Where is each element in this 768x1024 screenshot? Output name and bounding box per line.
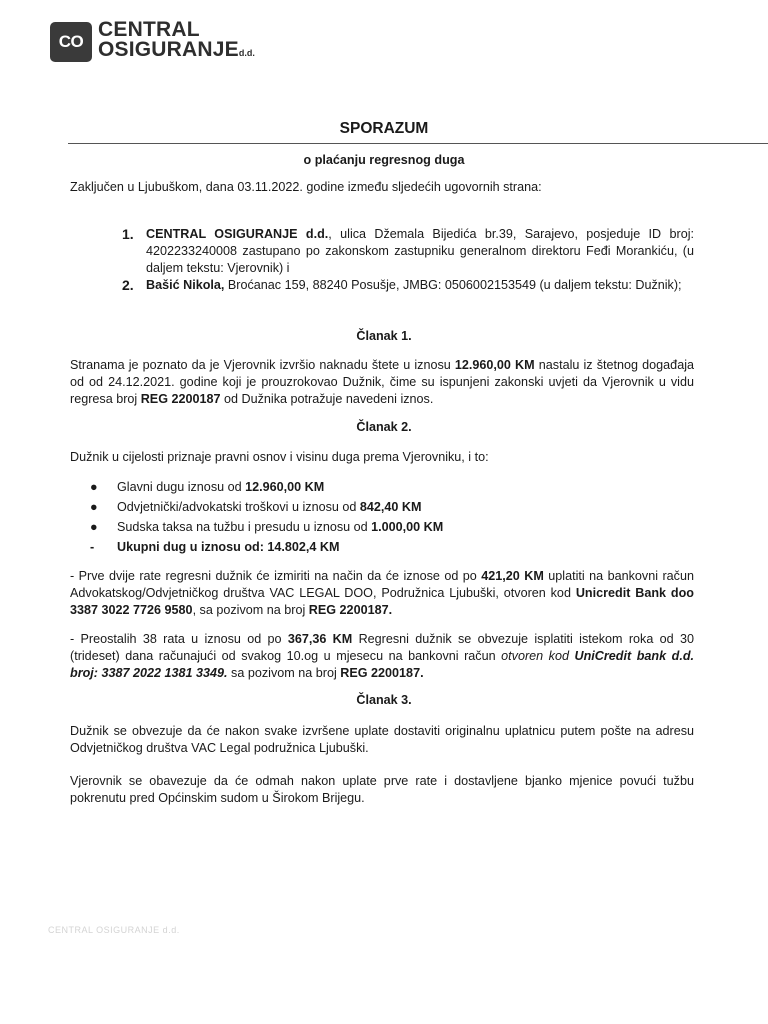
company-logo xyxy=(50,20,255,63)
installment-amount: 367,36 KM xyxy=(287,632,353,646)
regress-number: REG 2200187. xyxy=(340,666,424,680)
party-number: 2. xyxy=(122,277,134,293)
bullet-icon: ● xyxy=(90,500,98,514)
logo-wordmark xyxy=(98,20,255,63)
installment-paragraph-1: - Prve dvije rate regresni dužnik će izmiriti na način da će iznose od po 421,20 KM uplatiti na bankovni račun Advokatskog/Odvjetničkog društva VAC LEGAL DOO, Podružnica Ljubuški, otvoren kod Unicredit Bank doo 3387 3022 7726 9580, sa pozivom na broj REG 2200187. xyxy=(70,569,695,617)
article-1-heading: Članak 1. xyxy=(356,329,412,343)
logo-suffix: d.d. xyxy=(238,48,255,58)
dash-icon: - xyxy=(90,540,95,554)
document-subtitle: o plaćanju regresnog duga xyxy=(303,153,465,167)
regress-number: REG 2200187. xyxy=(308,603,393,617)
party-name: CENTRAL OSIGURANJE d.d. xyxy=(146,227,329,241)
party-details: Broćanac 159, 88240 Posušje, JMBG: 0506002153549 (u daljem tekstu: Dužnik); xyxy=(224,278,682,292)
bank-account: UniCredit bank d.d. broj: 3387 2022 1381 3349. xyxy=(70,649,695,680)
regress-number: REG 2200187 xyxy=(140,392,221,406)
article-3-text-1: Dužnik se obvezuje da će nakon svake izvršene uplate dostaviti originalnu uplatnicu putem pošte na adresu Odvjetničkog društva VAC Legal podružnica Ljubuški. xyxy=(70,724,694,755)
party-item xyxy=(122,226,694,277)
bullet-icon: ● xyxy=(90,480,98,494)
intro-text: Zaključen u Ljubuškom, dana 03.11.2022. godine između sljedećih ugovornih strana: xyxy=(70,180,542,194)
party-name: Bašić Nikola, xyxy=(146,278,225,292)
article-1-text: Stranama je poznato da je Vjerovnik izvršio naknadu štete u iznosu 12.960,00 KM nastalu iz štetnog događaja od od 24.12.2021. godine koji je prouzrokovao Dužnik, čime su ispunjeni zakonski uvjeti da Vjerovnik u vidu regresa broj REG 2200187 od Dužnika potražuje navedeni iznos. xyxy=(70,358,694,406)
title-divider xyxy=(68,143,768,144)
debt-amount: 1.000,00 KM xyxy=(371,520,444,534)
debt-total: - Ukupni dug u iznosu od: 14.802,4 KM xyxy=(90,537,443,557)
damage-amount: 12.960,00 KM xyxy=(454,358,535,372)
installment-paragraph-2: - Preostalih 38 rata u iznosu od po 367,36 KM Regresni dužnik se obvezuje isplatiti istekom roka od 30 (trideset) dana računajući od svakog 10.og u mjesecu na bankovni račun otvoren kod UniCredit bank d.d. broj: 3387 2022 1381 3349. sa pozivom na broj REG 2200187. xyxy=(70,632,695,680)
party-item xyxy=(122,277,694,294)
document-title: SPORAZUM xyxy=(339,120,429,137)
article-3-text-2: Vjerovnik se obavezuje da će odmah nakon uplate prve rate i dostavljene bjanko mjenice povući tužbu pokrenutu pred Općinskim sudom u Širokom Brijegu. xyxy=(70,774,694,805)
article-2-heading: Članak 2. xyxy=(356,420,412,434)
debt-item: ● Odvjetnički/advokatski troškovi u iznosu od 842,40 KM xyxy=(90,497,443,517)
debt-item: ● Glavni dugu iznosu od 12.960,00 KM xyxy=(90,477,443,497)
logo-line-2: OSIGURANJEd.d. xyxy=(98,38,255,61)
bullet-icon: ● xyxy=(90,520,98,534)
installment-amount: 421,20 KM xyxy=(481,569,544,583)
logo-line-1: CENTRAL xyxy=(98,18,200,41)
party-details: , ulica Džemala Bijedića br.39, Sarajevo, posjeduje ID broj: 4202233240008 zastupano po zakonskom zastupniku generalnom direktoru Feđi Morankiću, (u daljem tekstu: Vjerovnik) i xyxy=(146,227,694,275)
debt-amount: 12.960,00 KM xyxy=(245,480,325,494)
debt-list xyxy=(90,477,443,557)
article-3-heading: Članak 3. xyxy=(356,693,412,707)
debt-amount: 842,40 KM xyxy=(359,500,422,514)
footer-watermark: CENTRAL OSIGURANJE d.d. xyxy=(48,925,180,935)
article-2-intro: Dužnik u cijelosti priznaje pravni osnov i visinu duga prema Vjerovniku, i to: xyxy=(70,450,489,464)
party-number: 1. xyxy=(122,226,134,242)
logo-mark: CO xyxy=(50,22,92,62)
debt-item: ● Sudska taksa na tužbu i presudu u iznosu od 1.000,00 KM xyxy=(90,517,443,537)
parties-list xyxy=(122,226,694,294)
bank-account: Unicredit Bank doo 3387 3022 7726 9580 xyxy=(70,586,695,617)
